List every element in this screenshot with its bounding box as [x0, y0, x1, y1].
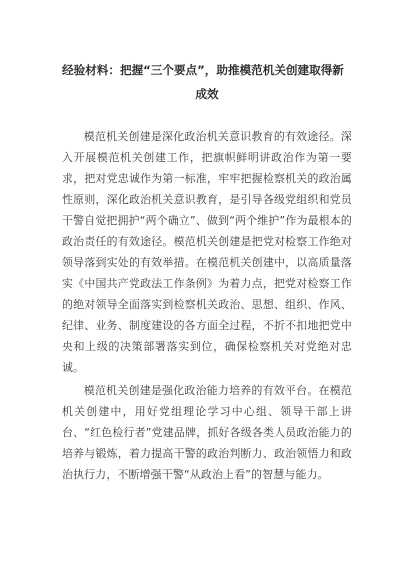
- body-paragraph-1: 模范机关创建是深化政治机关意识教育的有效途径。深入开展模范机关创建工作，把旗帜鲜明讲政治作为第一要求，把对党忠诚作为第一标准，牢牢把握检察机关的政治属性原则，深化政治机关意识教育，是引导各级党组织和党员干警自觉把拥护“两个确立”、做到“两个维护”作为最根本的政治责任的有效途径。模范机关创建是把党对检察工作绝对领导落到实处的有效举措。在模范机关创建中，以高质量落实《中国共产党政法工作条例》为着力点，把党对检察工作的绝对领导全面落实到检察机关政治、思想、组织、作风、纪律、业务、制度建设的各方面全过程，不折不扣地把党中央和上级的决策部署落实到位，确保检察机关对党绝对忠诚。: [62, 130, 352, 374]
- title-line-2: 成效: [195, 87, 219, 101]
- title-line-1: 经验材料：把握“三个要点”，助推模范机关创建取得新: [62, 63, 344, 77]
- body-paragraph-2: 模范机关创建是强化政治能力培养的有效平台。在模范机关创建中，用好党组理论学习中心组、领导干部上讲台、“红色检行者”党建品牌，抓好各级各类人员政治能力的培养与锻炼，着力提高干警的政治判断力、政治领悟力和政治执行力，不断增强干警“从政治上看”的智慧与能力。: [62, 384, 352, 481]
- document-title: [62, 58, 352, 106]
